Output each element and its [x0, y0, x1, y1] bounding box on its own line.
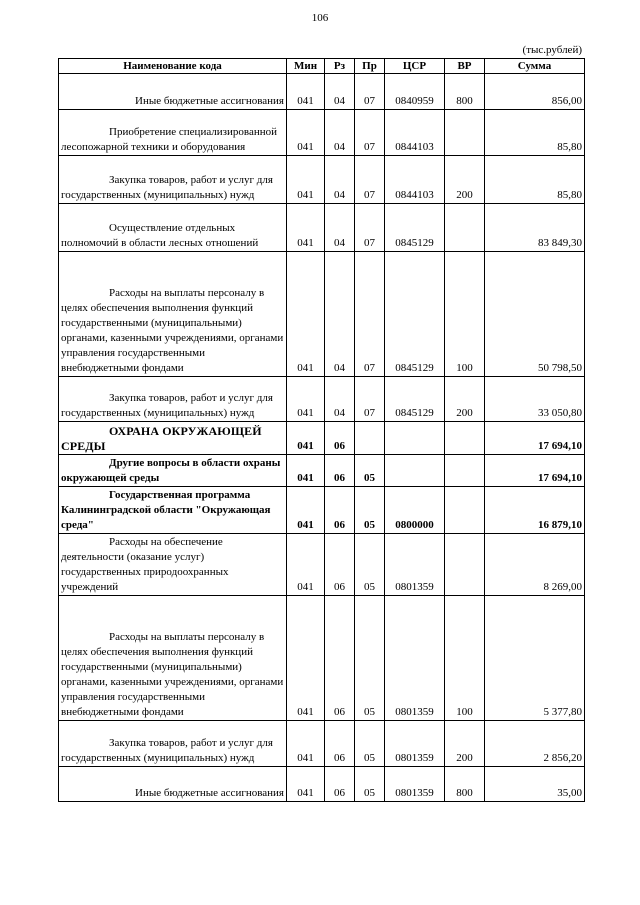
row-rz: 04 — [325, 110, 355, 156]
row-min: 041 — [287, 534, 325, 596]
row-min: 041 — [287, 74, 325, 110]
col-header-vr: ВР — [445, 59, 485, 74]
row-pr: 07 — [355, 110, 385, 156]
table-row — [59, 252, 585, 377]
row-csr: 0801359 — [385, 534, 445, 596]
row-rz: 04 — [325, 377, 355, 422]
row-vr: 200 — [445, 377, 485, 422]
row-min: 041 — [287, 204, 325, 252]
row-pr: 07 — [355, 156, 385, 204]
row-pr: 07 — [355, 252, 385, 377]
row-pr: 07 — [355, 74, 385, 110]
row-min: 041 — [287, 487, 325, 534]
row-min: 041 — [287, 596, 325, 721]
row-pr: 05 — [355, 455, 385, 487]
table-row — [59, 767, 585, 802]
row-csr: 0844103 — [385, 110, 445, 156]
row-rz: 06 — [325, 767, 355, 802]
row-name: Приобретение специализированной лесопожарной техники и оборудования — [61, 126, 278, 153]
row-vr: 800 — [445, 767, 485, 802]
row-rz: 04 — [325, 74, 355, 110]
budget-table — [58, 58, 585, 802]
row-sum: 35,00 — [485, 767, 585, 802]
row-name: Расходы на обеспечение деятельности (оказание услуг) государственных природоохранных учреждений — [61, 536, 229, 593]
table-row — [59, 110, 585, 156]
row-rz: 04 — [325, 156, 355, 204]
row-rz: 06 — [325, 487, 355, 534]
row-csr: 0845129 — [385, 204, 445, 252]
row-csr: 0845129 — [385, 377, 445, 422]
row-name: Иные бюджетные ассигнования — [135, 95, 284, 107]
table-row — [59, 204, 585, 252]
row-vr — [445, 534, 485, 596]
row-csr: 0801359 — [385, 767, 445, 802]
row-sum: 33 050,80 — [485, 377, 585, 422]
units-label: (тыс.рублей) — [522, 44, 582, 56]
row-vr: 200 — [445, 721, 485, 767]
row-sum: 5 377,80 — [485, 596, 585, 721]
row-vr: 800 — [445, 74, 485, 110]
col-header-min: Мин — [287, 59, 325, 74]
row-csr: 0801359 — [385, 721, 445, 767]
row-rz: 06 — [325, 455, 355, 487]
table-row — [59, 487, 585, 534]
row-vr — [445, 487, 485, 534]
row-sum: 2 856,20 — [485, 721, 585, 767]
row-min: 041 — [287, 377, 325, 422]
row-name: Закупка товаров, работ и услуг для государственных (муниципальных) нужд — [61, 392, 273, 419]
row-pr: 05 — [355, 487, 385, 534]
table-row — [59, 596, 585, 721]
table-row — [59, 721, 585, 767]
row-pr: 07 — [355, 377, 385, 422]
row-name: Иные бюджетные ассигнования — [135, 787, 284, 799]
row-min: 041 — [287, 767, 325, 802]
table-row — [59, 156, 585, 204]
row-csr: 0801359 — [385, 596, 445, 721]
col-header-sum: Сумма — [485, 59, 585, 74]
row-sum: 50 798,50 — [485, 252, 585, 377]
row-pr: 05 — [355, 721, 385, 767]
row-name: Закупка товаров, работ и услуг для государственных (муниципальных) нужд — [61, 737, 273, 764]
row-rz: 06 — [325, 422, 355, 455]
row-name: Закупка товаров, работ и услуг для государственных (муниципальных) нужд — [61, 174, 273, 201]
row-min: 041 — [287, 110, 325, 156]
row-pr: 05 — [355, 596, 385, 721]
row-pr: 05 — [355, 767, 385, 802]
row-name: Другие вопросы в области охраны окружающей среды — [61, 457, 281, 484]
row-rz: 06 — [325, 534, 355, 596]
row-min: 041 — [287, 252, 325, 377]
row-min: 041 — [287, 721, 325, 767]
row-name: ОХРАНА ОКРУЖАЮЩЕЙ СРЕДЫ — [61, 424, 262, 453]
table-row — [59, 74, 585, 110]
table-row — [59, 534, 585, 596]
row-csr: 0840959 — [385, 74, 445, 110]
row-vr: 100 — [445, 596, 485, 721]
row-sum: 85,80 — [485, 156, 585, 204]
row-csr: 0844103 — [385, 156, 445, 204]
header-row — [59, 59, 585, 74]
row-min: 041 — [287, 422, 325, 455]
row-csr — [385, 455, 445, 487]
row-name: Расходы на выплаты персоналу в целях обеспечения выполнения функций государственными (муниципальными) органами, казенными учреждениями, органами управления государственными внебюджетными фондами — [61, 631, 284, 718]
row-pr: 05 — [355, 534, 385, 596]
row-vr: 100 — [445, 252, 485, 377]
row-sum: 856,00 — [485, 74, 585, 110]
row-sum: 17 694,10 — [485, 455, 585, 487]
table-row — [59, 455, 585, 487]
row-rz: 06 — [325, 721, 355, 767]
col-header-name: Наименование кода — [59, 59, 287, 74]
row-vr — [445, 110, 485, 156]
row-rz: 04 — [325, 252, 355, 377]
row-min: 041 — [287, 156, 325, 204]
row-pr — [355, 422, 385, 455]
row-name: Осуществление отдельных полномочий в области лесных отношений — [61, 222, 259, 249]
row-min: 041 — [287, 455, 325, 487]
row-csr: 0845129 — [385, 252, 445, 377]
row-name: Государственная программа Калининградской области "Окружающая среда" — [61, 489, 271, 531]
row-rz: 06 — [325, 596, 355, 721]
row-csr — [385, 422, 445, 455]
row-vr — [445, 422, 485, 455]
row-rz: 04 — [325, 204, 355, 252]
row-sum: 8 269,00 — [485, 534, 585, 596]
row-sum: 83 849,30 — [485, 204, 585, 252]
col-header-pr: Пр — [355, 59, 385, 74]
row-pr: 07 — [355, 204, 385, 252]
page-number: 106 — [311, 12, 329, 24]
row-vr — [445, 455, 485, 487]
col-header-rz: Рз — [325, 59, 355, 74]
table-row — [59, 377, 585, 422]
table-row — [59, 422, 585, 455]
row-sum: 85,80 — [485, 110, 585, 156]
row-name: Расходы на выплаты персоналу в целях обеспечения выполнения функций государственными (муниципальными) органами, казенными учреждениями, органами управления государственными внебюджетными фондами — [61, 287, 284, 374]
col-header-csr: ЦСР — [385, 59, 445, 74]
row-csr: 0800000 — [385, 487, 445, 534]
row-vr: 200 — [445, 156, 485, 204]
row-vr — [445, 204, 485, 252]
row-sum: 16 879,10 — [485, 487, 585, 534]
row-sum: 17 694,10 — [485, 422, 585, 455]
